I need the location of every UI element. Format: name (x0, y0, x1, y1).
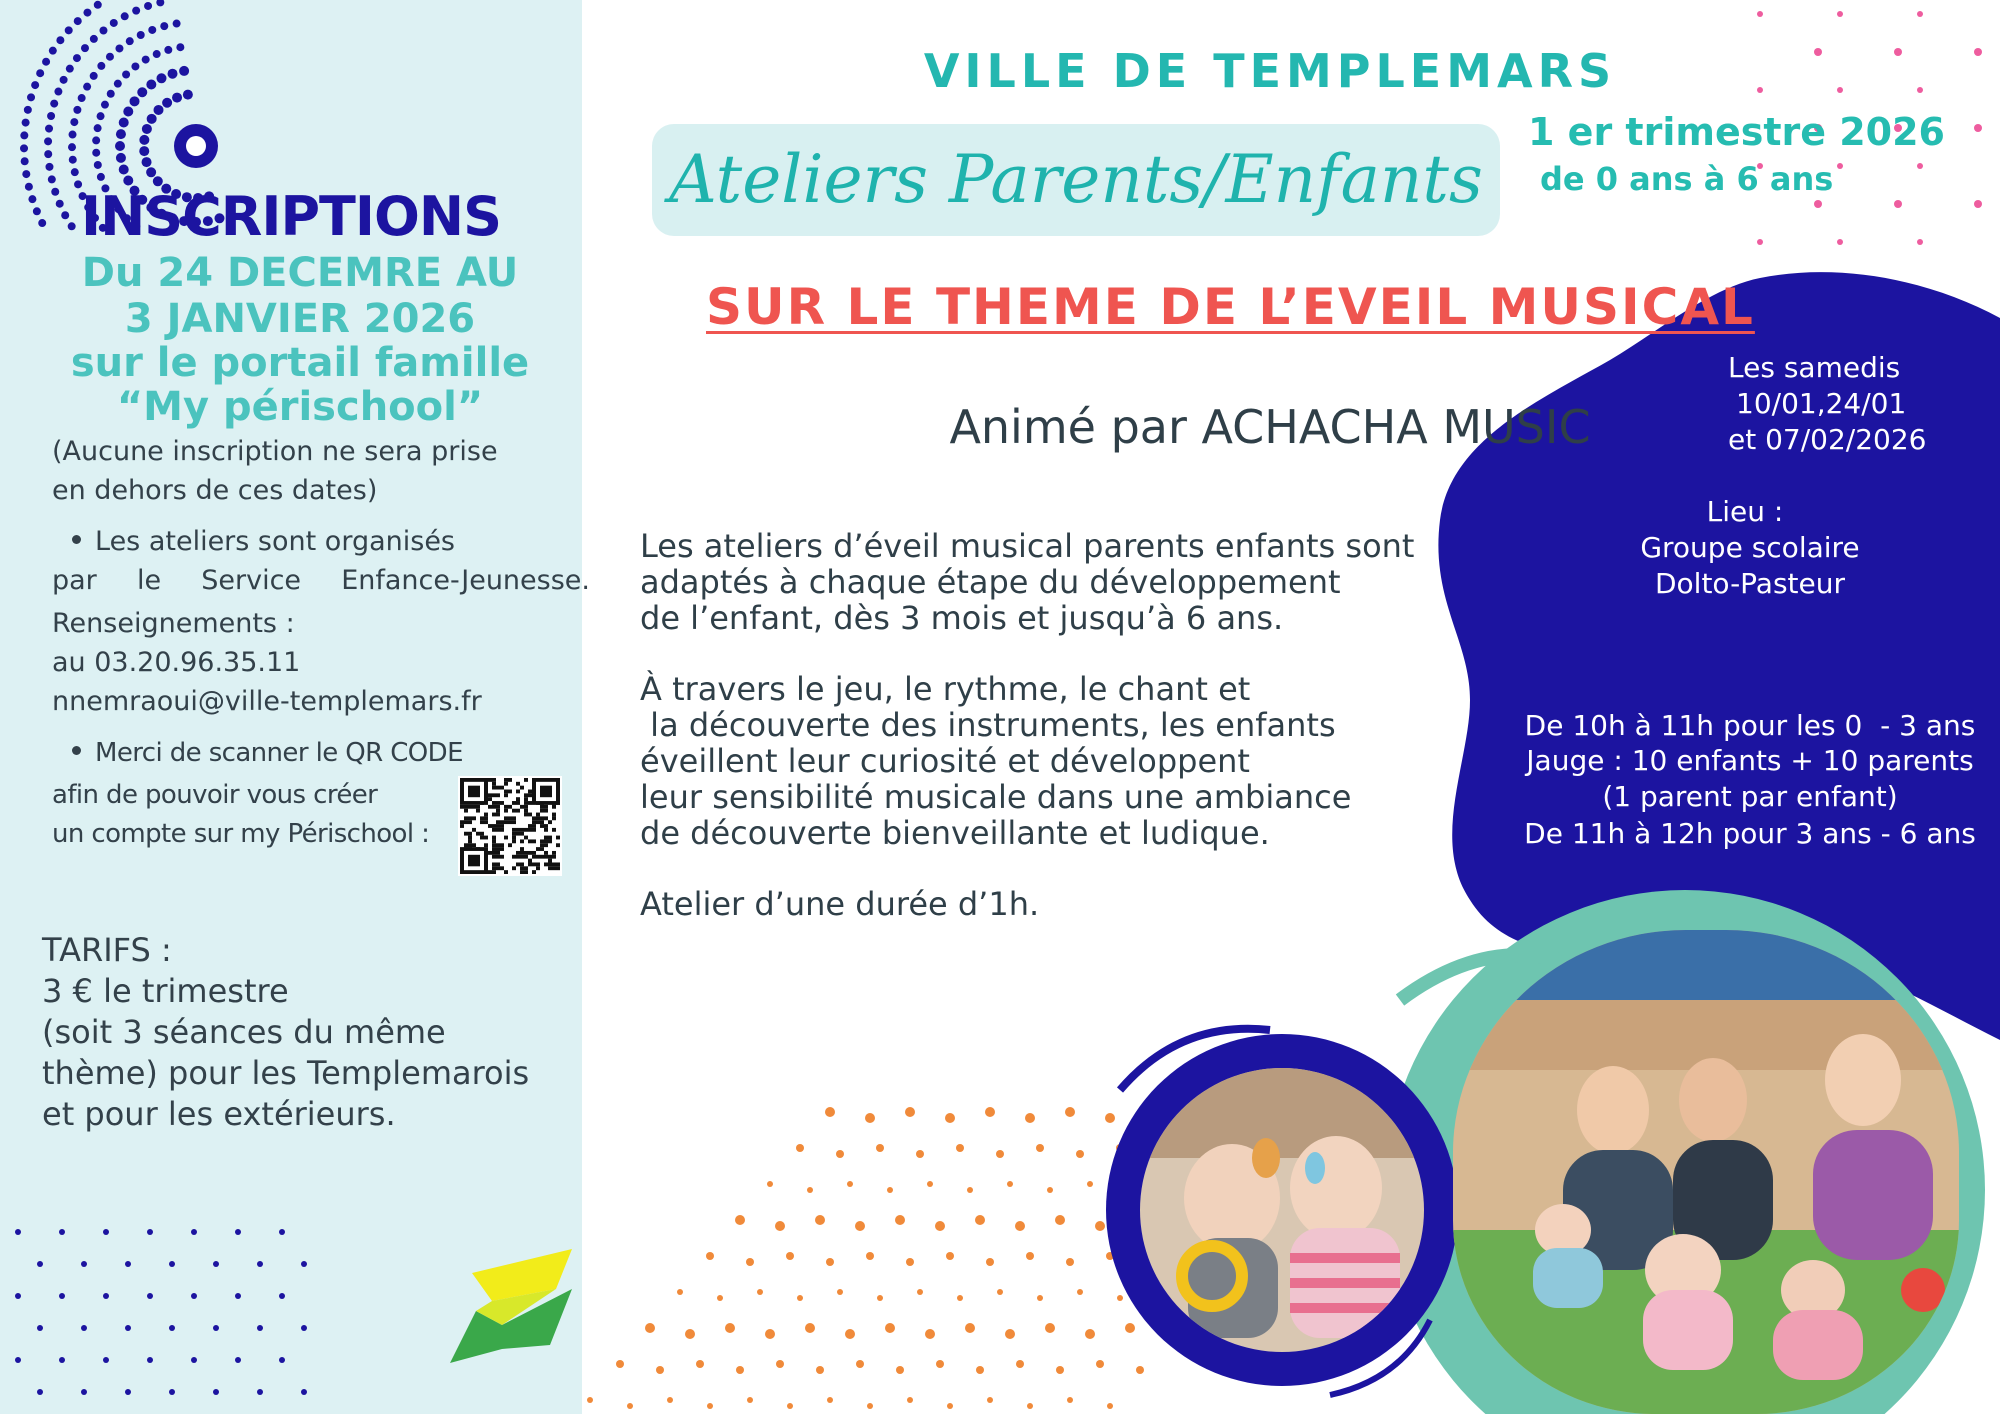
lieu-line2: Dolto-Pasteur (1654, 567, 1846, 600)
samedis-dates2: et 07/02/2026 (1728, 423, 1927, 456)
jauge-block (1500, 743, 2000, 815)
age-range: de 0 ans à 6 ans (1540, 160, 1834, 198)
bullet-icon (72, 746, 81, 755)
bullet-qr-cont2: un compte sur my Périschool : (52, 819, 430, 849)
bullet-organisation-cont: par le Service Enfance-Jeunesse. (52, 565, 590, 596)
city-title: VILLE DE TEMPLEMARS (923, 44, 1617, 98)
tarifs-line1: 3 € le trimestre (42, 972, 289, 1010)
horaires-line1: De 10h à 11h pour les 0 - 3 ans (1524, 709, 1976, 742)
inscriptions-dates-line2: 3 JANVIER 2026 (124, 296, 476, 342)
templemars-logo-icon (432, 1245, 578, 1365)
description-p2-line5: de découverte bienveillante et ludique. (640, 814, 1270, 852)
description-p1-line2: adaptés à chaque étape du développement (640, 563, 1341, 601)
animator-line: Animé par ACHACHA MUSIC (949, 400, 1591, 454)
phone-number: au 03.20.96.35.11 (52, 647, 301, 678)
tarifs-line3: thème) pour les Templemarois (42, 1054, 530, 1092)
lieu-line1: Groupe scolaire (1640, 531, 1860, 564)
description-p2-line3: éveillent leur curiosité et développent (640, 742, 1250, 780)
lieu-block (1500, 494, 2000, 602)
description-p1-line1: Les ateliers d’éveil musical parents enfants sont (640, 527, 1415, 565)
parents-and-babies-music-class-photo (1453, 930, 1959, 1414)
tarifs-title: TARIFS : (42, 931, 172, 969)
babies-with-instruments-photo (1140, 1068, 1424, 1352)
samedis-dates1: 10/01,24/01 (1736, 387, 1907, 420)
bullet-qr (72, 738, 463, 768)
inscriptions-note-line1: (Aucune inscription ne sera prise (52, 436, 498, 467)
bullet-icon (72, 535, 81, 544)
inscriptions-dates-line1: Du 24 DECEMRE AU (81, 250, 519, 296)
samedis-label: Les samedis (1728, 351, 1901, 384)
description-p2-line1: À travers le jeu, le rythme, le chant et (640, 670, 1251, 708)
description-p1-line3: de l’enfant, dès 3 mois et jusqu’à 6 ans. (640, 599, 1284, 637)
jauge-line2: (1 parent par enfant) (1602, 780, 1898, 813)
lieu-label: Lieu : (1706, 495, 1784, 528)
horaires-line2: De 11h à 12h pour 3 ans - 6 ans (1524, 817, 1976, 850)
qr-code-icon[interactable] (458, 776, 562, 876)
bullet-qr-cont1: afin de pouvoir vous créer (52, 780, 378, 810)
theme-heading: SUR LE THEME DE L’EVEIL MUSICAL (706, 278, 1755, 336)
inscriptions-portal-line: sur le portail famille (70, 340, 530, 386)
bullet-qr-text: Merci de scanner le QR CODE (95, 738, 463, 768)
inscriptions-note-line2: en dehors de ces dates) (52, 475, 378, 506)
description-p2-line4: leur sensibilité musicale dans une ambiance (640, 778, 1352, 816)
atelier-title: Ateliers Parents/Enfants (669, 141, 1483, 218)
tarifs-line2: (soit 3 séances du même (42, 1013, 446, 1051)
description-duration: Atelier d’une durée d’1h. (640, 885, 1040, 923)
renseignements-label: Renseignements : (52, 608, 295, 639)
bullet-organisation-text: Les ateliers sont organisés (95, 526, 455, 557)
contact-email[interactable]: nnemraoui@ville-templemars.fr (52, 686, 482, 717)
tarifs-line4: et pour les extérieurs. (42, 1095, 396, 1133)
inscriptions-myperischool: “My périschool” (116, 384, 484, 430)
trimestre-label: 1 er trimestre 2026 (1528, 110, 1945, 154)
jauge-line1: Jauge : 10 enfants + 10 parents (1526, 744, 1974, 777)
samedis-block (1570, 350, 2000, 458)
inscriptions-title: INSCRIPTIONS (81, 185, 501, 248)
bullet-organisation (72, 526, 455, 557)
description-p2-line2: la découverte des instruments, les enfants (640, 706, 1336, 744)
